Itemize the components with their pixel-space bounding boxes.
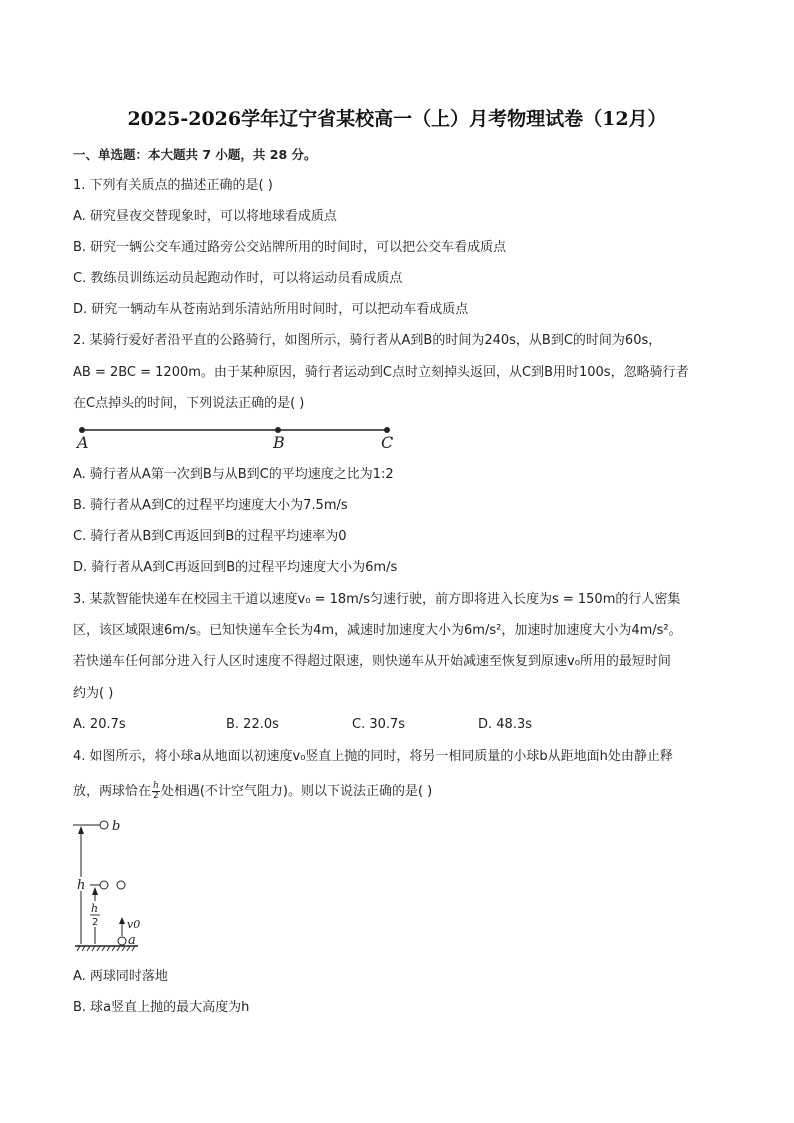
ball-b [100, 821, 108, 829]
fraction-denominator: 2 [153, 791, 159, 801]
q3-stem-line3: 若快递车任何部分进入行人区时速度不得超过限速，则快递车从开始减速至恢复到原速v₀所用的最短时间 [73, 654, 671, 669]
point-c-label: C [381, 433, 394, 452]
q3-option-d: D. 48.3s [478, 717, 532, 732]
half-height-denominator: 2 [92, 917, 99, 928]
q2-option-a: A. 骑行者从A第一次到B与从B到C的平均速度之比为1:2 [73, 467, 394, 482]
half-height-numerator: h [91, 902, 99, 915]
page-title: 2025-2026学年辽宁省某校高一（上）月考物理试卷（12月） [127, 108, 667, 130]
q1-option-d: D. 研究一辆动车从苍南站到乐清站所用时间时，可以把动车看成质点 [73, 302, 469, 317]
q4-stem-line2-end: 处相遇(不计空气阻力)。则以下说法正确的是( ) [160, 784, 433, 799]
q2-stem-line1: 2. 某骑行爱好者沿平直的公路骑行，如图所示，骑行者从A到B的时间为240s，从B到C的时间为60s， [73, 333, 662, 348]
q1-option-b: B. 研究一辆公交车通过路旁公交站牌所用的时间时，可以把公交车看成质点 [73, 240, 507, 255]
point-a-label: A [77, 433, 89, 452]
q3-stem-line1: 3. 某款智能快递车在校园主干道以速度v₀ = 18m/s匀速行驶，前方即将进入长度为s = 150m的行人密集 [73, 592, 681, 607]
q2-stem-line2: AB = 2BC = 1200m。由于某种原因，骑行者运动到C点时立刻掉头返回，从C到B用时100s，忽略骑行者 [73, 365, 689, 380]
q3-stem-line2: 区，该区域限速6m/s。已知快递车全长为4m，减速时加速度大小为6m/s²，加速时加速度大小为4m/s²。 [73, 623, 682, 638]
q4-option-a: A. 两球同时落地 [73, 969, 168, 984]
q2-road-diagram [70, 422, 410, 452]
q1-option-c: C. 教练员训练运动员起跑动作时，可以将运动员看成质点 [73, 271, 403, 286]
ball-b-label: b [112, 819, 121, 834]
half-h-fraction [152, 782, 160, 801]
q4-stem-line2 [73, 782, 432, 801]
height-h-label: h [77, 878, 86, 893]
q2-stem-line3: 在C点掉头的时间，下列说法正确的是( ) [73, 396, 305, 411]
q3-option-a: A. 20.7s [73, 717, 126, 732]
point-b-label: B [273, 433, 285, 452]
q2-option-c: C. 骑行者从B到C再返回到B的过程平均速率为0 [73, 529, 347, 544]
q1-option-a: A. 研究昼夜交替现象时，可以将地球看成质点 [73, 209, 337, 224]
q4-drop-diagram [70, 815, 190, 955]
q3-option-b: B. 22.0s [226, 717, 279, 732]
q3-option-c: C. 30.7s [352, 717, 406, 732]
q3-stem-line4: 约为( ) [73, 686, 114, 701]
section-heading: 一、单选题：本大题共 7 小题，共 28 分。 [73, 147, 317, 162]
q1-stem: 1. 下列有关质点的描述正确的是( ) [73, 178, 273, 193]
velocity-v0-label: v0 [127, 918, 141, 931]
ball-a-label: a [128, 933, 136, 948]
meeting-ball-right [117, 881, 125, 889]
q4-option-b: B. 球a竖直上抛的最大高度为h [73, 1000, 250, 1015]
q4-stem-line2-start: 放，两球恰在 [73, 784, 152, 799]
meeting-ball-left [100, 881, 108, 889]
ball-a [118, 937, 126, 945]
q2-option-b: B. 骑行者从A到C的过程平均速度大小为7.5m/s [73, 498, 348, 513]
q4-stem-line1: 4. 如图所示，将小球a从地面以初速度v₀竖直上抛的同时，将另一相同质量的小球b从距地面h处由静止释 [73, 749, 673, 764]
fraction-numerator: h [153, 781, 159, 791]
q2-option-d: D. 骑行者从A到C再返回到B的过程平均速度大小为6m/s [73, 560, 398, 575]
